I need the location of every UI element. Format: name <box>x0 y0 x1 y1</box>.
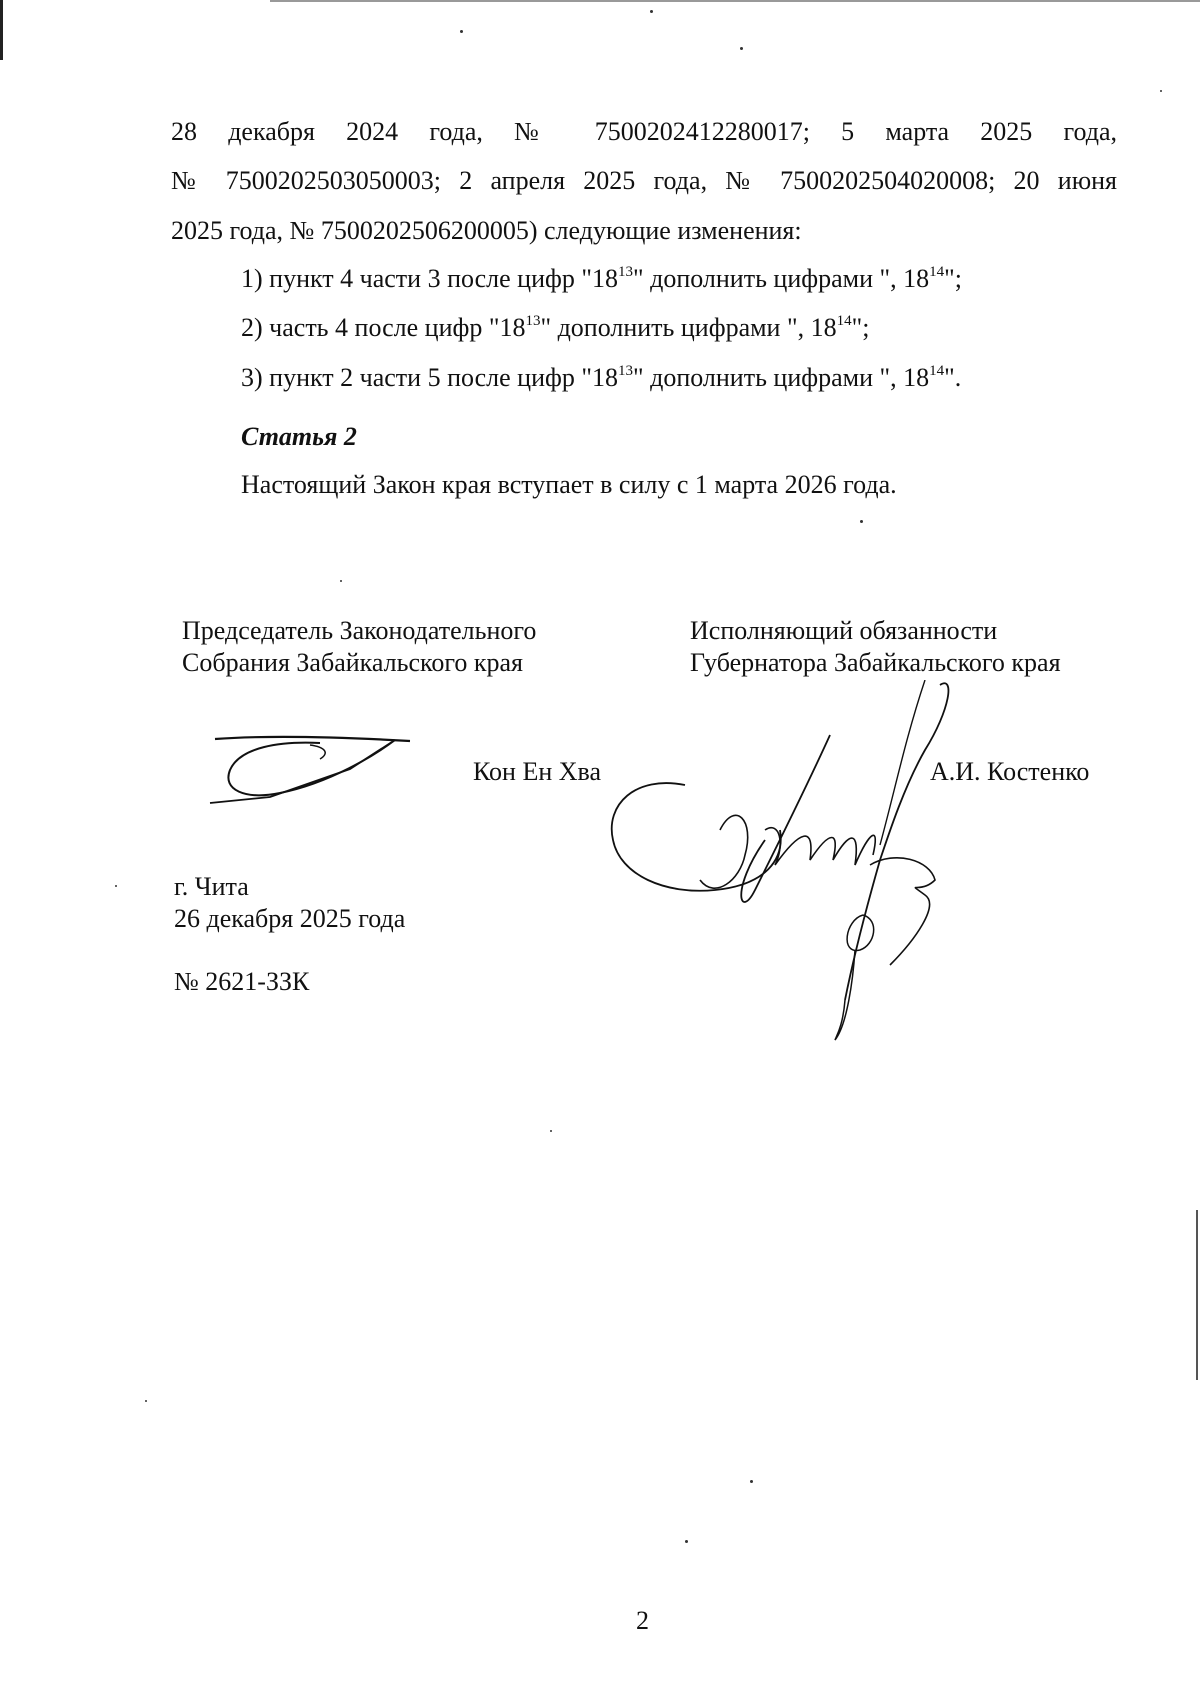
change-1-prefix: 1) пункт 4 части 3 после цифр "18 <box>241 264 618 293</box>
article-text: Настоящий Закон края вступает в силу с 1 марта 2026 года. <box>241 470 897 499</box>
law-number: № 2621-ЗЗК <box>174 967 310 996</box>
scan-speck <box>685 1540 688 1543</box>
scan-speck <box>145 1400 147 1402</box>
scan-speck <box>750 1480 753 1483</box>
intro-line-1: 28 декабря 2024 года, № 7500202412280017; 5 марта 2025 года, <box>171 117 1117 146</box>
change-2-sup-a: 13 <box>525 313 541 329</box>
scan-speck <box>860 520 863 523</box>
scan-right-edge <box>1196 1210 1198 1380</box>
change-item-2 <box>241 313 869 347</box>
change-1-middle: " дополнить цифрами ", 18 <box>632 264 930 293</box>
change-1-sup-a: 13 <box>617 264 633 280</box>
scan-top-edge <box>270 0 1200 2</box>
left-signatory-name: Кон Ен Хва <box>473 757 602 786</box>
scan-speck <box>650 10 653 13</box>
left-signatory-title-2: Собрания Забайкальского края <box>182 648 523 677</box>
change-2-prefix: 2) часть 4 после цифр "18 <box>241 313 526 342</box>
change-item-1 <box>241 264 962 298</box>
left-signatory-title-1: Председатель Законодательного <box>182 616 537 645</box>
scan-left-edge <box>0 0 3 60</box>
page-number: 2 <box>636 1606 649 1635</box>
article-heading: Статья 2 <box>241 422 357 451</box>
change-2-suffix: "; <box>851 313 870 342</box>
scan-speck <box>460 30 463 33</box>
scan-speck <box>1160 90 1162 92</box>
right-signatory-title-1: Исполняющий обязанности <box>690 616 998 645</box>
scan-speck <box>550 1130 552 1132</box>
scan-speck <box>740 47 743 50</box>
intro-line-3: 2025 года, № 7500202506200005) следующие изменения: <box>171 216 802 245</box>
left-signature <box>200 725 420 815</box>
change-2-sup-b: 14 <box>836 313 852 329</box>
signing-date: 26 декабря 2025 года <box>174 904 406 933</box>
right-signatory-name: А.И. Костенко <box>930 757 1090 786</box>
change-3-suffix: ". <box>944 363 962 392</box>
right-signature <box>605 680 965 1050</box>
change-3-prefix: 3) пункт 2 части 5 после цифр "18 <box>241 363 618 392</box>
change-2-middle: " дополнить цифрами ", 18 <box>540 313 837 342</box>
change-1-suffix: "; <box>944 264 962 293</box>
scan-speck <box>340 580 342 582</box>
change-1-sup-b: 14 <box>929 264 945 280</box>
change-3-middle: " дополнить цифрами ", 18 <box>632 363 930 392</box>
right-signatory-title-2: Губернатора Забайкальского края <box>690 648 1061 677</box>
change-3-sup-b: 14 <box>929 363 945 379</box>
change-item-3 <box>241 363 961 397</box>
change-3-sup-a: 13 <box>617 363 633 379</box>
scan-speck <box>115 885 117 887</box>
intro-line-2: № 7500202503050003; 2 апреля 2025 года, № 7500202504020008; 20 июня <box>171 166 1117 195</box>
city: г. Чита <box>174 872 249 901</box>
